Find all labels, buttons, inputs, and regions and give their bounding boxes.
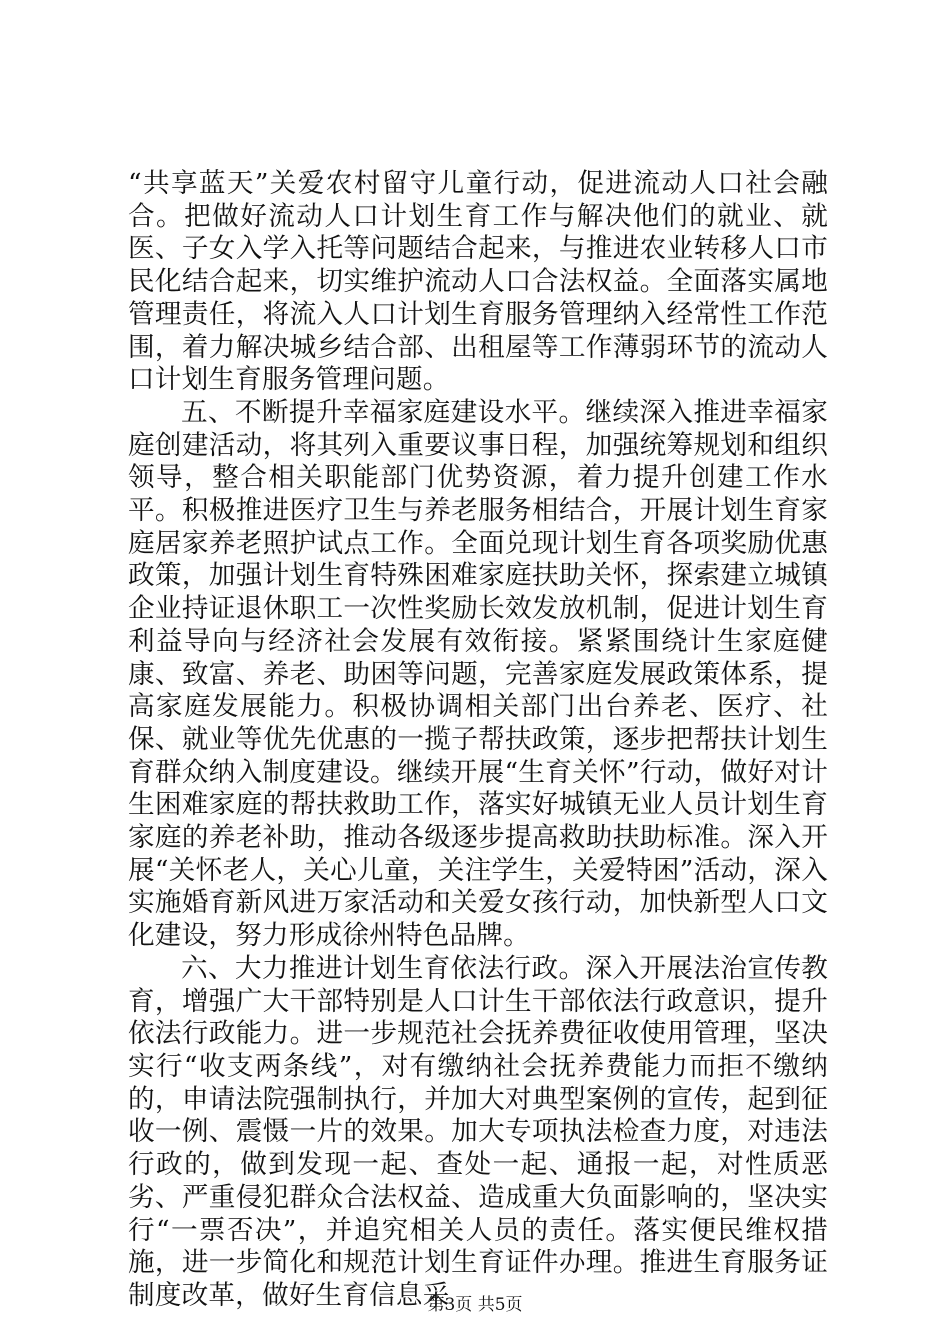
paragraph-3: 六、大力推进计划生育依法行政。深入开展法治宣传教育，增强广大干部特别是人口计生干部依法行政意识，提升依法行政能力。进一步规范社会抚养费征收使用管理，坚决实行“收支两条线”，对有缴纳社会抚养费能力而拒不缴纳的，申请法院强制执行，并加大对典型案例的宣传，起到征收一例、震慑一片的效果。加大专项执法检查力度，对违法行政的，做到发现一起、查处一起、通报一起，对性质恶劣、严重侵犯群众合法权益、造成重大负面影响的，坚决实行“一票否决”，并追究相关人员的责任。落实便民维权措施，进一步简化和规范计划生育证件办理。推进生育服务证制度改革，做好生育信息采 (128, 952, 828, 1311)
paragraph-2: 五、不断提升幸福家庭建设水平。继续深入推进幸福家庭创建活动，将其列入重要议事日程，加强统筹规划和组织领导，整合相关职能部门优势资源，着力提升创建工作水平。积极推进医疗卫生与养老服务相结合，开展计划生育家庭居家养老照护试点工作。全面兑现计划生育各项奖励优惠政策，加强计划生育特殊困难家庭扶助关怀，探索建立城镇企业持证退休职工一次性奖励长效发放机制，促进计划生育利益导向与经济社会发展有效衔接。紧紧围绕计生家庭健康、致富、养老、助困等问题，完善家庭发展政策体系，提高家庭发展能力。积极协调相关部门出台养老、医疗、社保、就业等优先优惠的一揽子帮扶政策，逐步把帮扶计划生育群众纳入制度建设。继续开展“生育关怀”行动，做好对计生困难家庭的帮扶救助工作，落实好城镇无业人员计划生育家庭的养老补助，推动各级逐步提高救助扶助标准。深入开展“关怀老人，关心儿童，关注学生，关爱特困”活动，深入实施婚育新风进万家活动和关爱女孩行动，加快新型人口文化建设，努力形成徐州特色品牌。 (128, 396, 828, 952)
page-number-footer: 第3页 共5页 (427, 1295, 523, 1315)
paragraph-1: “共享蓝天”关爱农村留守儿童行动，促进流动人口社会融合。把做好流动人口计划生育工作与解决他们的就业、就医、子女入学入托等问题结合起来，与推进农业转移人口市民化结合起来，切实维护流动人口合法权益。全面落实属地管理责任，将流入人口计划生育服务管理纳入经常性工作范围，着力解决城乡结合部、出租屋等工作薄弱环节的流动人口计划生育服务管理问题。 (128, 168, 828, 396)
document-body (128, 168, 828, 1313)
